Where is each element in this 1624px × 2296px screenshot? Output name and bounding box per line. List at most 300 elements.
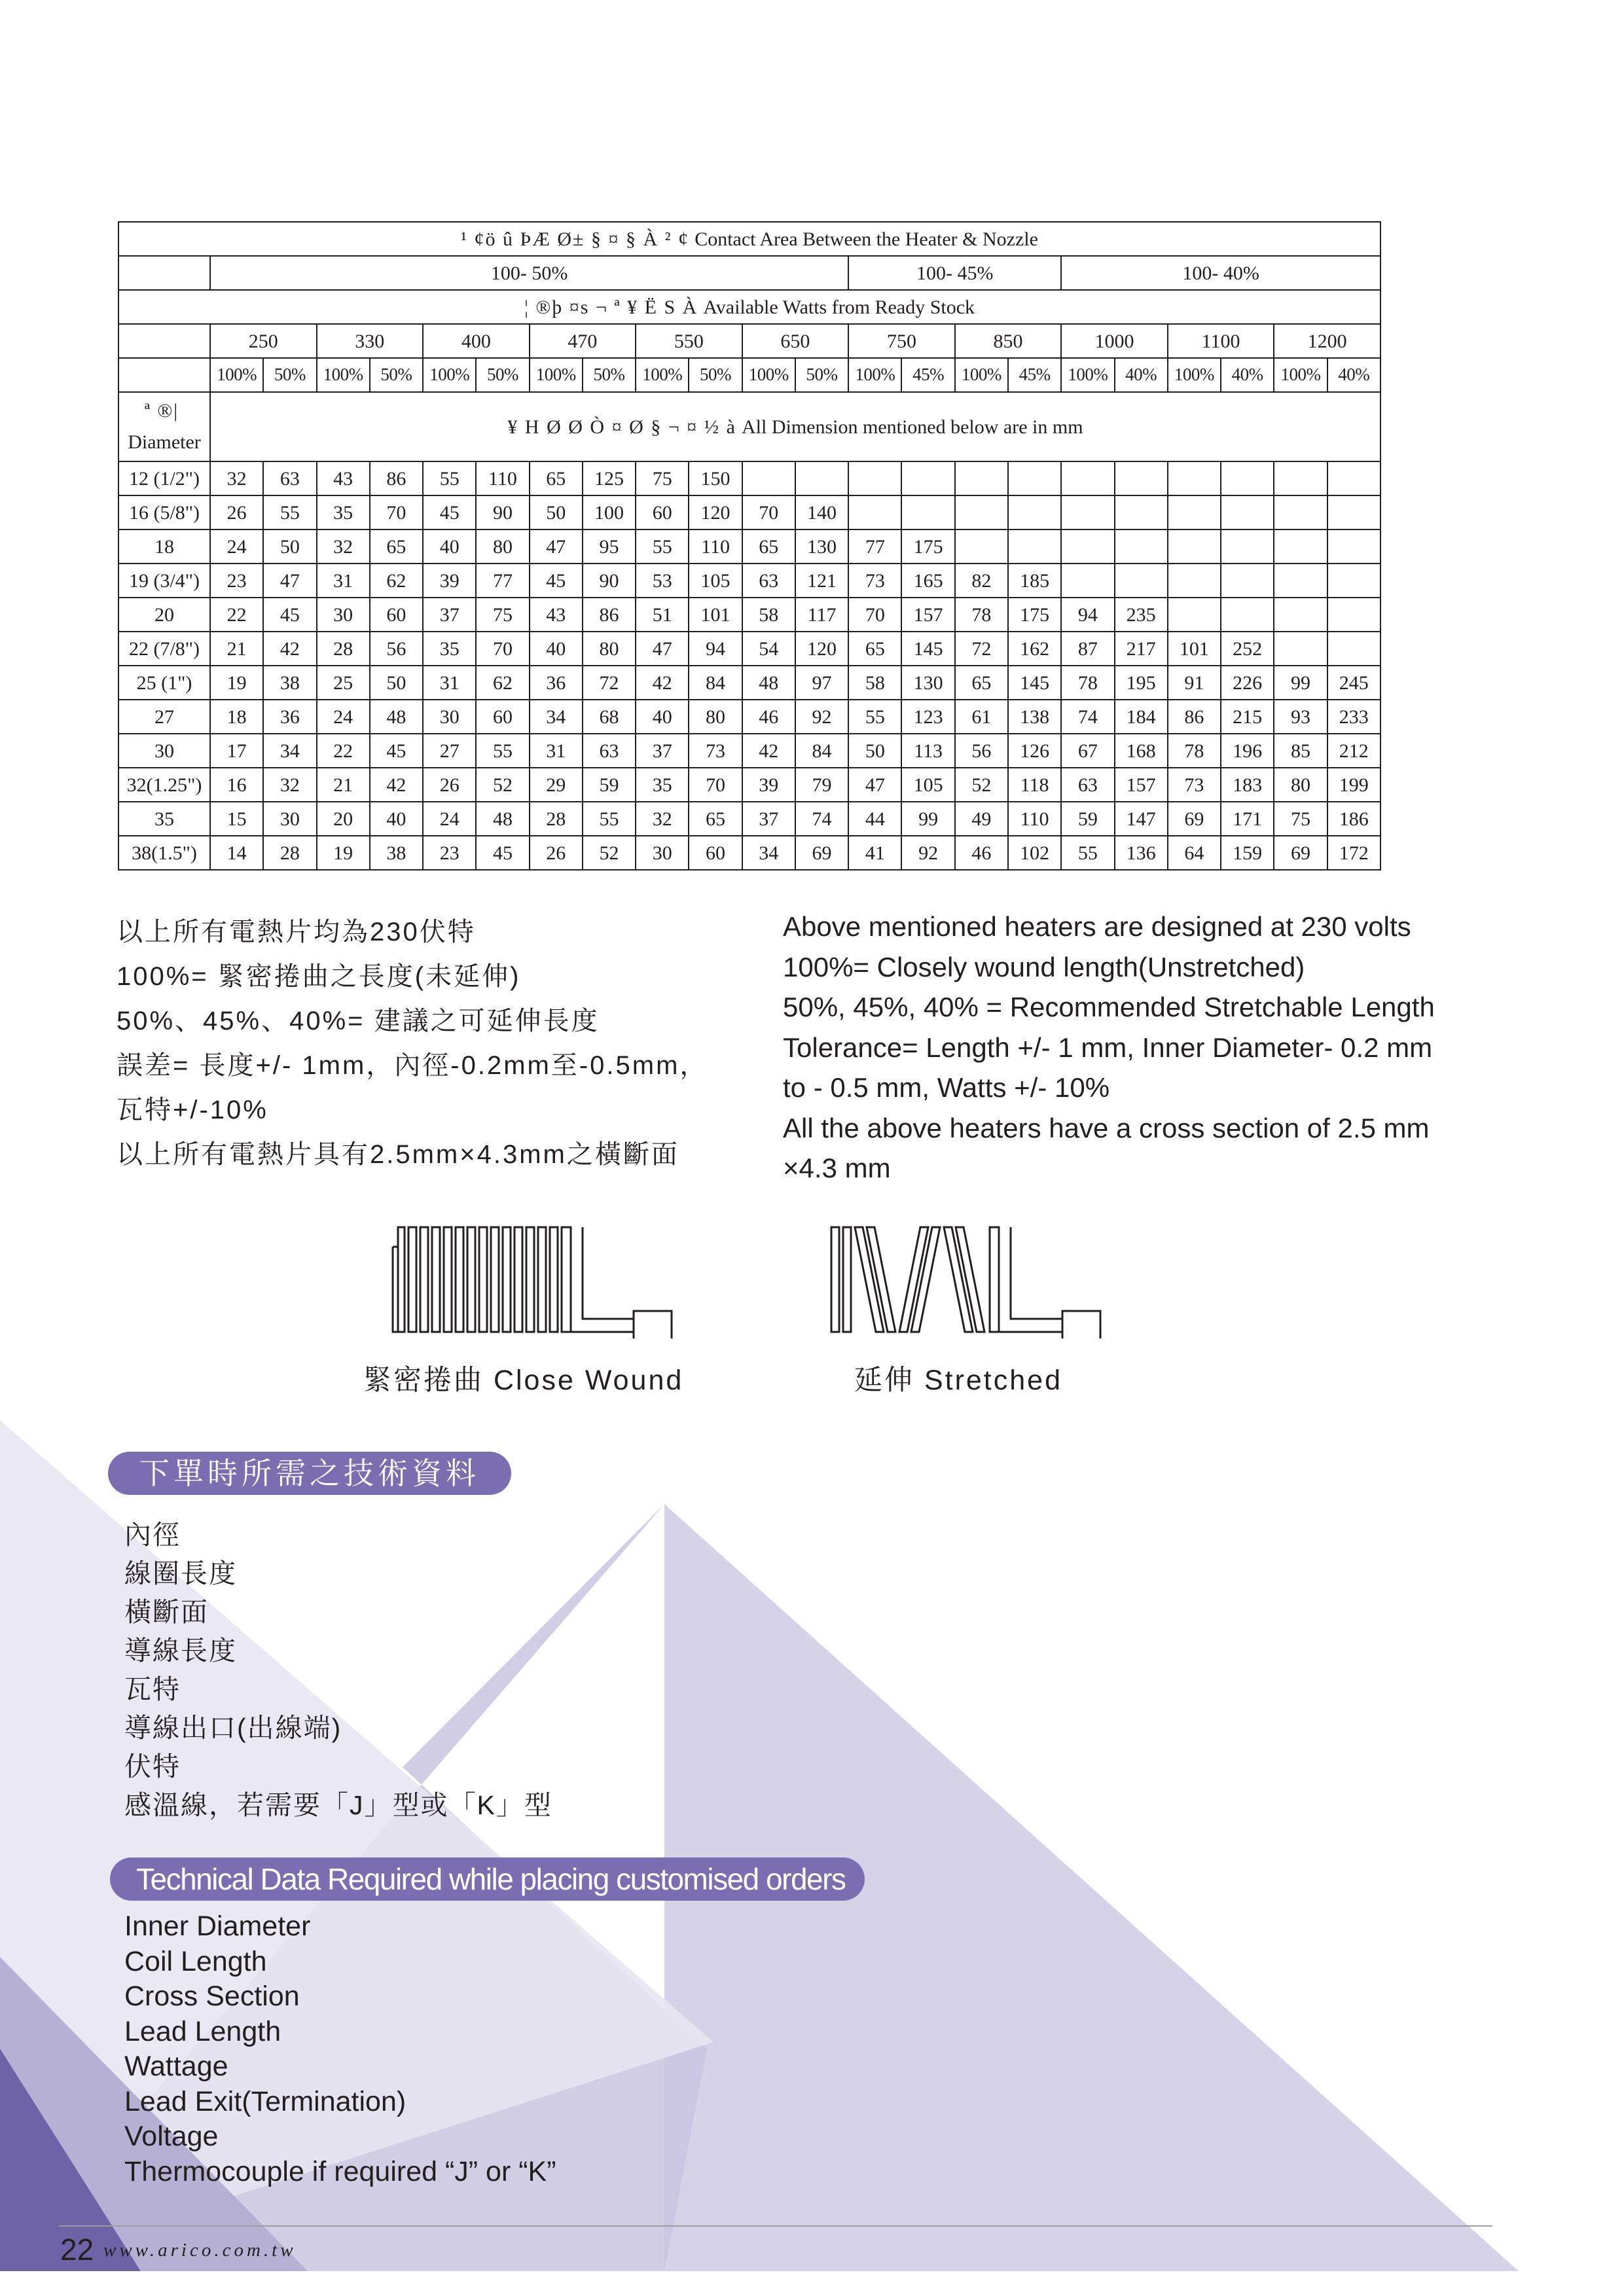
percent-header: 50% [583,358,636,392]
diameter-cell: 16 (5/8") [118,495,210,529]
length-cell [1274,632,1327,666]
note-en: Tolerance= Length +/- 1 mm, Inner Diameter- 0.2 mm [783,1031,1433,1063]
length-cell: 102 [1008,836,1061,870]
length-cell: 130 [795,529,848,564]
watt-header: 400 [423,324,530,358]
length-cell: 77 [476,564,529,598]
watt-header: 1100 [1168,324,1274,358]
table-row [118,836,1380,870]
note-zh: 50%、45%、40%= 建議之可延伸長度 [117,1007,600,1035]
available-watts-header: ¦ ®þ ¤s ¬ ª ¥ Ë S À Available Watts from Ready Stock [118,290,1380,324]
length-cell: 73 [689,734,742,768]
length-cell: 121 [795,564,848,598]
diameter-cell: 20 [118,598,210,632]
length-cell: 105 [901,768,954,802]
table-row [118,598,1380,632]
list-item: Cross Section [124,1981,300,2012]
length-cell: 78 [1168,734,1221,768]
length-cell [1274,461,1327,495]
note-zh: 以上所有電熱片均為230伏特 [117,918,476,946]
percent-header: 45% [1008,358,1061,392]
length-cell: 70 [370,495,423,529]
close-wound-caption: 緊密捲曲 Close Wound [363,1365,684,1396]
diameter-cell: 38(1.5") [118,836,210,870]
diameter-cell: 27 [118,700,210,734]
list-item: Voltage [124,2121,219,2152]
length-cell: 38 [370,836,423,870]
length-cell: 32 [636,802,689,836]
length-cell [1008,461,1061,495]
percent-header: 100% [848,358,901,392]
length-cell [1221,461,1274,495]
group-40: 100- 40% [1061,256,1380,290]
length-cell: 99 [1274,666,1327,700]
list-item: Inner Diameter [124,1910,311,1942]
length-cell: 120 [689,495,742,529]
length-cell [1221,529,1274,564]
length-cell [1168,598,1221,632]
length-cell: 37 [423,598,476,632]
length-cell: 63 [583,734,636,768]
list-item: 線圈長度 [124,1558,237,1588]
length-cell: 39 [742,768,795,802]
length-cell: 118 [1008,768,1061,802]
percent-header: 100% [742,358,795,392]
note-en: to - 0.5 mm, Watts +/- 10% [783,1072,1110,1103]
table-row [118,700,1380,734]
table-row [118,461,1380,495]
length-cell: 171 [1221,802,1274,836]
group-45: 100- 45% [848,256,1061,290]
table-row [118,802,1380,836]
note-zh: 瓦特+/-10% [117,1096,268,1124]
length-cell: 26 [423,768,476,802]
length-cell: 172 [1327,836,1380,870]
length-cell: 183 [1221,768,1274,802]
length-cell: 136 [1115,836,1168,870]
diameter-header: ª ®| Diameter [118,392,210,461]
length-cell [742,461,795,495]
length-cell: 25 [317,666,370,700]
length-cell: 35 [317,495,370,529]
length-cell: 73 [1168,768,1221,802]
length-cell: 64 [1168,836,1221,870]
length-cell: 55 [476,734,529,768]
length-cell: 117 [795,598,848,632]
watt-header: 550 [636,324,742,358]
length-cell: 55 [423,461,476,495]
length-cell: 110 [689,529,742,564]
list-item: 導線長度 [124,1636,237,1666]
length-cell: 75 [636,461,689,495]
length-cell: 77 [848,529,901,564]
length-cell [1327,529,1380,564]
length-cell: 252 [1221,632,1274,666]
length-cell: 20 [317,802,370,836]
length-cell: 55 [848,700,901,734]
percent-header: 100% [210,358,263,392]
table-title: ¹ ¢ö û ÞÆ Ø± § ¤ § À ² ¢ Contact Area Between the Heater & Nozzle [118,222,1380,256]
length-cell [955,495,1008,529]
length-cell: 35 [423,632,476,666]
length-cell [955,529,1008,564]
length-cell: 58 [742,598,795,632]
length-cell: 226 [1221,666,1274,700]
length-cell: 99 [901,802,954,836]
stretched-caption: 延伸 Stretched [854,1365,1062,1396]
notes-english [783,906,1542,1189]
length-cell: 140 [795,495,848,529]
length-cell: 199 [1327,768,1380,802]
length-cell: 97 [795,666,848,700]
length-cell: 94 [689,632,742,666]
order-data-title-zh: 下單時所需之技術資料 [108,1452,511,1495]
list-item: Lead Exit(Termination) [124,2085,406,2117]
length-cell: 74 [1061,700,1114,734]
length-cell: 34 [530,700,583,734]
length-cell: 62 [476,666,529,700]
watt-header: 330 [317,324,424,358]
length-cell [1221,598,1274,632]
length-cell: 86 [583,598,636,632]
percent-header: 100% [1061,358,1114,392]
list-item: 內徑 [124,1520,181,1550]
diameter-cell: 25 (1") [118,666,210,700]
length-cell: 59 [1061,802,1114,836]
length-cell: 49 [955,802,1008,836]
length-cell: 38 [263,666,316,700]
length-cell: 215 [1221,700,1274,734]
watt-header: 1200 [1274,324,1380,358]
length-cell: 175 [1008,598,1061,632]
list-item: 導線出口(出線端) [124,1713,342,1743]
length-cell: 61 [955,700,1008,734]
length-cell [1168,461,1221,495]
length-cell: 100 [583,495,636,529]
percent-header: 50% [263,358,316,392]
length-cell [795,461,848,495]
length-cell: 87 [1061,632,1114,666]
watt-header: 470 [530,324,636,358]
diameter-cell: 35 [118,802,210,836]
length-cell: 51 [636,598,689,632]
length-cell: 27 [423,734,476,768]
length-cell: 217 [1115,632,1168,666]
length-cell [1061,461,1114,495]
table-row [118,495,1380,529]
length-cell: 55 [583,802,636,836]
length-cell: 47 [848,768,901,802]
list-item: Lead Length [124,2015,281,2047]
length-cell: 22 [317,734,370,768]
length-cell: 92 [901,836,954,870]
order-data-title-en: Technical Data Required while placing customised orders [110,1857,865,1901]
length-cell [1008,529,1061,564]
length-cell [1061,564,1114,598]
length-cell [1115,564,1168,598]
length-cell: 85 [1274,734,1327,768]
length-cell: 18 [210,700,263,734]
length-cell [1274,564,1327,598]
length-cell: 65 [370,529,423,564]
length-cell: 125 [583,461,636,495]
length-cell [955,461,1008,495]
length-cell: 80 [1274,768,1327,802]
watt-header: 650 [742,324,849,358]
note-en: All the above heaters have a cross section of 2.5 mm [783,1112,1430,1143]
length-cell: 30 [423,700,476,734]
length-cell: 14 [210,836,263,870]
watt-header: 850 [955,324,1062,358]
length-cell: 29 [530,768,583,802]
note-en: Above mentioned heaters are designed at 230 volts [783,911,1411,942]
length-cell: 43 [317,461,370,495]
length-cell: 70 [689,768,742,802]
length-cell: 123 [901,700,954,734]
length-cell: 65 [530,461,583,495]
list-item: 伏特 [124,1751,181,1782]
length-cell: 78 [1061,666,1114,700]
length-cell: 16 [210,768,263,802]
length-cell: 67 [1061,734,1114,768]
note-en: 100%= Closely wound length(Unstretched) [783,951,1305,982]
length-cell: 65 [848,632,901,666]
percent-header: 100% [1274,358,1327,392]
note-zh: 以上所有電熱片具有2.5mm×4.3mm之橫斷面 [117,1140,679,1169]
length-cell: 75 [1274,802,1327,836]
length-cell: 159 [1221,836,1274,870]
length-cell: 80 [689,700,742,734]
length-cell: 50 [530,495,583,529]
table-row [118,768,1380,802]
length-cell: 91 [1168,666,1221,700]
length-cell: 24 [423,802,476,836]
watt-header: 250 [210,324,317,358]
length-cell: 45 [263,598,316,632]
table-row [118,734,1380,768]
length-cell: 42 [263,632,316,666]
percent-header: 40% [1115,358,1168,392]
diameter-cell: 30 [118,734,210,768]
length-cell [1168,495,1221,529]
length-cell [1008,495,1061,529]
stretched-diagram [821,1221,1116,1338]
percent-header: 100% [317,358,370,392]
length-cell: 47 [636,632,689,666]
length-cell: 86 [370,461,423,495]
length-cell: 94 [1061,598,1114,632]
length-cell: 32 [263,768,316,802]
length-cell: 39 [423,564,476,598]
length-cell: 56 [370,632,423,666]
list-item: 感溫線，若需要「J」型或「K」型 [124,1790,552,1820]
length-cell: 68 [583,700,636,734]
length-cell: 74 [795,802,848,836]
length-cell: 72 [583,666,636,700]
length-cell: 30 [636,836,689,870]
length-cell: 41 [848,836,901,870]
length-cell: 60 [476,700,529,734]
length-cell: 233 [1327,700,1380,734]
length-cell: 35 [636,768,689,802]
percent-header: 100% [955,358,1008,392]
percent-header: 40% [1327,358,1380,392]
length-cell: 196 [1221,734,1274,768]
length-cell: 36 [530,666,583,700]
watt-header: 750 [848,324,955,358]
length-cell: 73 [848,564,901,598]
percent-header: 100% [636,358,689,392]
length-cell: 31 [423,666,476,700]
length-cell: 184 [1115,700,1168,734]
length-cell: 37 [636,734,689,768]
close-wound-diagram [386,1221,681,1338]
length-cell [1327,632,1380,666]
length-cell: 147 [1115,802,1168,836]
length-cell: 62 [370,564,423,598]
length-cell: 60 [636,495,689,529]
length-cell: 70 [476,632,529,666]
percent-header: 50% [476,358,529,392]
note-en: ×4.3 mm [783,1153,891,1183]
length-cell: 30 [263,802,316,836]
length-cell: 245 [1327,666,1380,700]
length-cell: 42 [370,768,423,802]
length-cell: 86 [1168,700,1221,734]
length-cell: 162 [1008,632,1061,666]
length-cell: 185 [1008,564,1061,598]
length-cell: 59 [583,768,636,802]
length-cell: 126 [1008,734,1061,768]
table-row [118,529,1380,564]
note-zh: 誤差= 長度+/- 1mm，內徑-0.2mm至-0.5mm， [117,1051,708,1080]
length-cell: 54 [742,632,795,666]
length-cell: 21 [317,768,370,802]
length-cell: 63 [742,564,795,598]
length-cell: 47 [263,564,316,598]
length-cell: 101 [1168,632,1221,666]
length-cell: 31 [530,734,583,768]
length-cell: 84 [689,666,742,700]
length-cell: 72 [955,632,1008,666]
notes-chinese [117,910,771,1177]
length-cell: 48 [742,666,795,700]
length-cell [848,495,901,529]
length-cell [1061,495,1114,529]
length-cell: 17 [210,734,263,768]
length-cell: 65 [689,802,742,836]
length-cell: 175 [901,529,954,564]
length-cell: 46 [742,700,795,734]
length-cell: 75 [476,598,529,632]
length-cell: 110 [1008,802,1061,836]
length-cell: 45 [476,836,529,870]
length-cell: 53 [636,564,689,598]
length-cell [1274,495,1327,529]
length-cell [901,495,954,529]
length-cell: 92 [795,700,848,734]
length-cell: 79 [795,768,848,802]
length-cell: 28 [263,836,316,870]
list-item: 橫斷面 [124,1597,209,1627]
length-cell: 110 [476,461,529,495]
length-cell: 44 [848,802,901,836]
length-cell: 26 [210,495,263,529]
length-cell: 145 [1008,666,1061,700]
length-cell [1115,495,1168,529]
length-cell: 31 [317,564,370,598]
length-cell: 24 [317,700,370,734]
length-cell: 70 [848,598,901,632]
group-50: 100- 50% [210,256,848,290]
length-cell: 40 [636,700,689,734]
length-cell: 45 [423,495,476,529]
length-cell: 32 [210,461,263,495]
length-cell: 90 [583,564,636,598]
percent-header: 100% [530,358,583,392]
list-item: Coil Length [124,1945,267,1977]
length-cell [1327,564,1380,598]
length-cell [1061,529,1114,564]
length-cell: 168 [1115,734,1168,768]
length-cell: 195 [1115,666,1168,700]
length-cell [1221,495,1274,529]
length-cell: 65 [742,529,795,564]
note-zh: 100%= 緊密捲曲之長度(未延伸) [117,962,521,991]
length-cell [848,461,901,495]
length-cell: 19 [317,836,370,870]
list-item: Wattage [124,2051,228,2082]
length-cell: 113 [901,734,954,768]
length-cell: 45 [530,564,583,598]
length-cell: 60 [689,836,742,870]
length-cell: 22 [210,598,263,632]
length-cell: 40 [423,529,476,564]
length-cell: 52 [476,768,529,802]
list-item: 瓦特 [124,1674,181,1704]
length-cell: 34 [742,836,795,870]
length-cell: 150 [689,461,742,495]
length-cell: 101 [689,598,742,632]
length-cell: 93 [1274,700,1327,734]
length-cell: 48 [370,700,423,734]
length-cell: 165 [901,564,954,598]
length-cell: 40 [370,802,423,836]
percent-header: 40% [1221,358,1274,392]
length-cell [1327,461,1380,495]
website-link[interactable]: www.arico.com.tw [103,2240,297,2261]
length-cell: 23 [210,564,263,598]
length-cell: 45 [370,734,423,768]
diameter-cell: 18 [118,529,210,564]
diameter-cell: 12 (1/2") [118,461,210,495]
watt-header: 1000 [1061,324,1168,358]
percent-header: 100% [1168,358,1221,392]
order-data-list-en [124,1909,556,2189]
length-cell: 95 [583,529,636,564]
length-cell [1168,529,1221,564]
length-cell: 42 [636,666,689,700]
length-cell: 40 [530,632,583,666]
length-cell: 56 [955,734,1008,768]
length-cell: 70 [742,495,795,529]
length-cell: 43 [530,598,583,632]
length-cell: 50 [370,666,423,700]
length-cell: 105 [689,564,742,598]
length-cell [1168,564,1221,598]
percent-header: 100% [423,358,476,392]
length-cell: 52 [583,836,636,870]
